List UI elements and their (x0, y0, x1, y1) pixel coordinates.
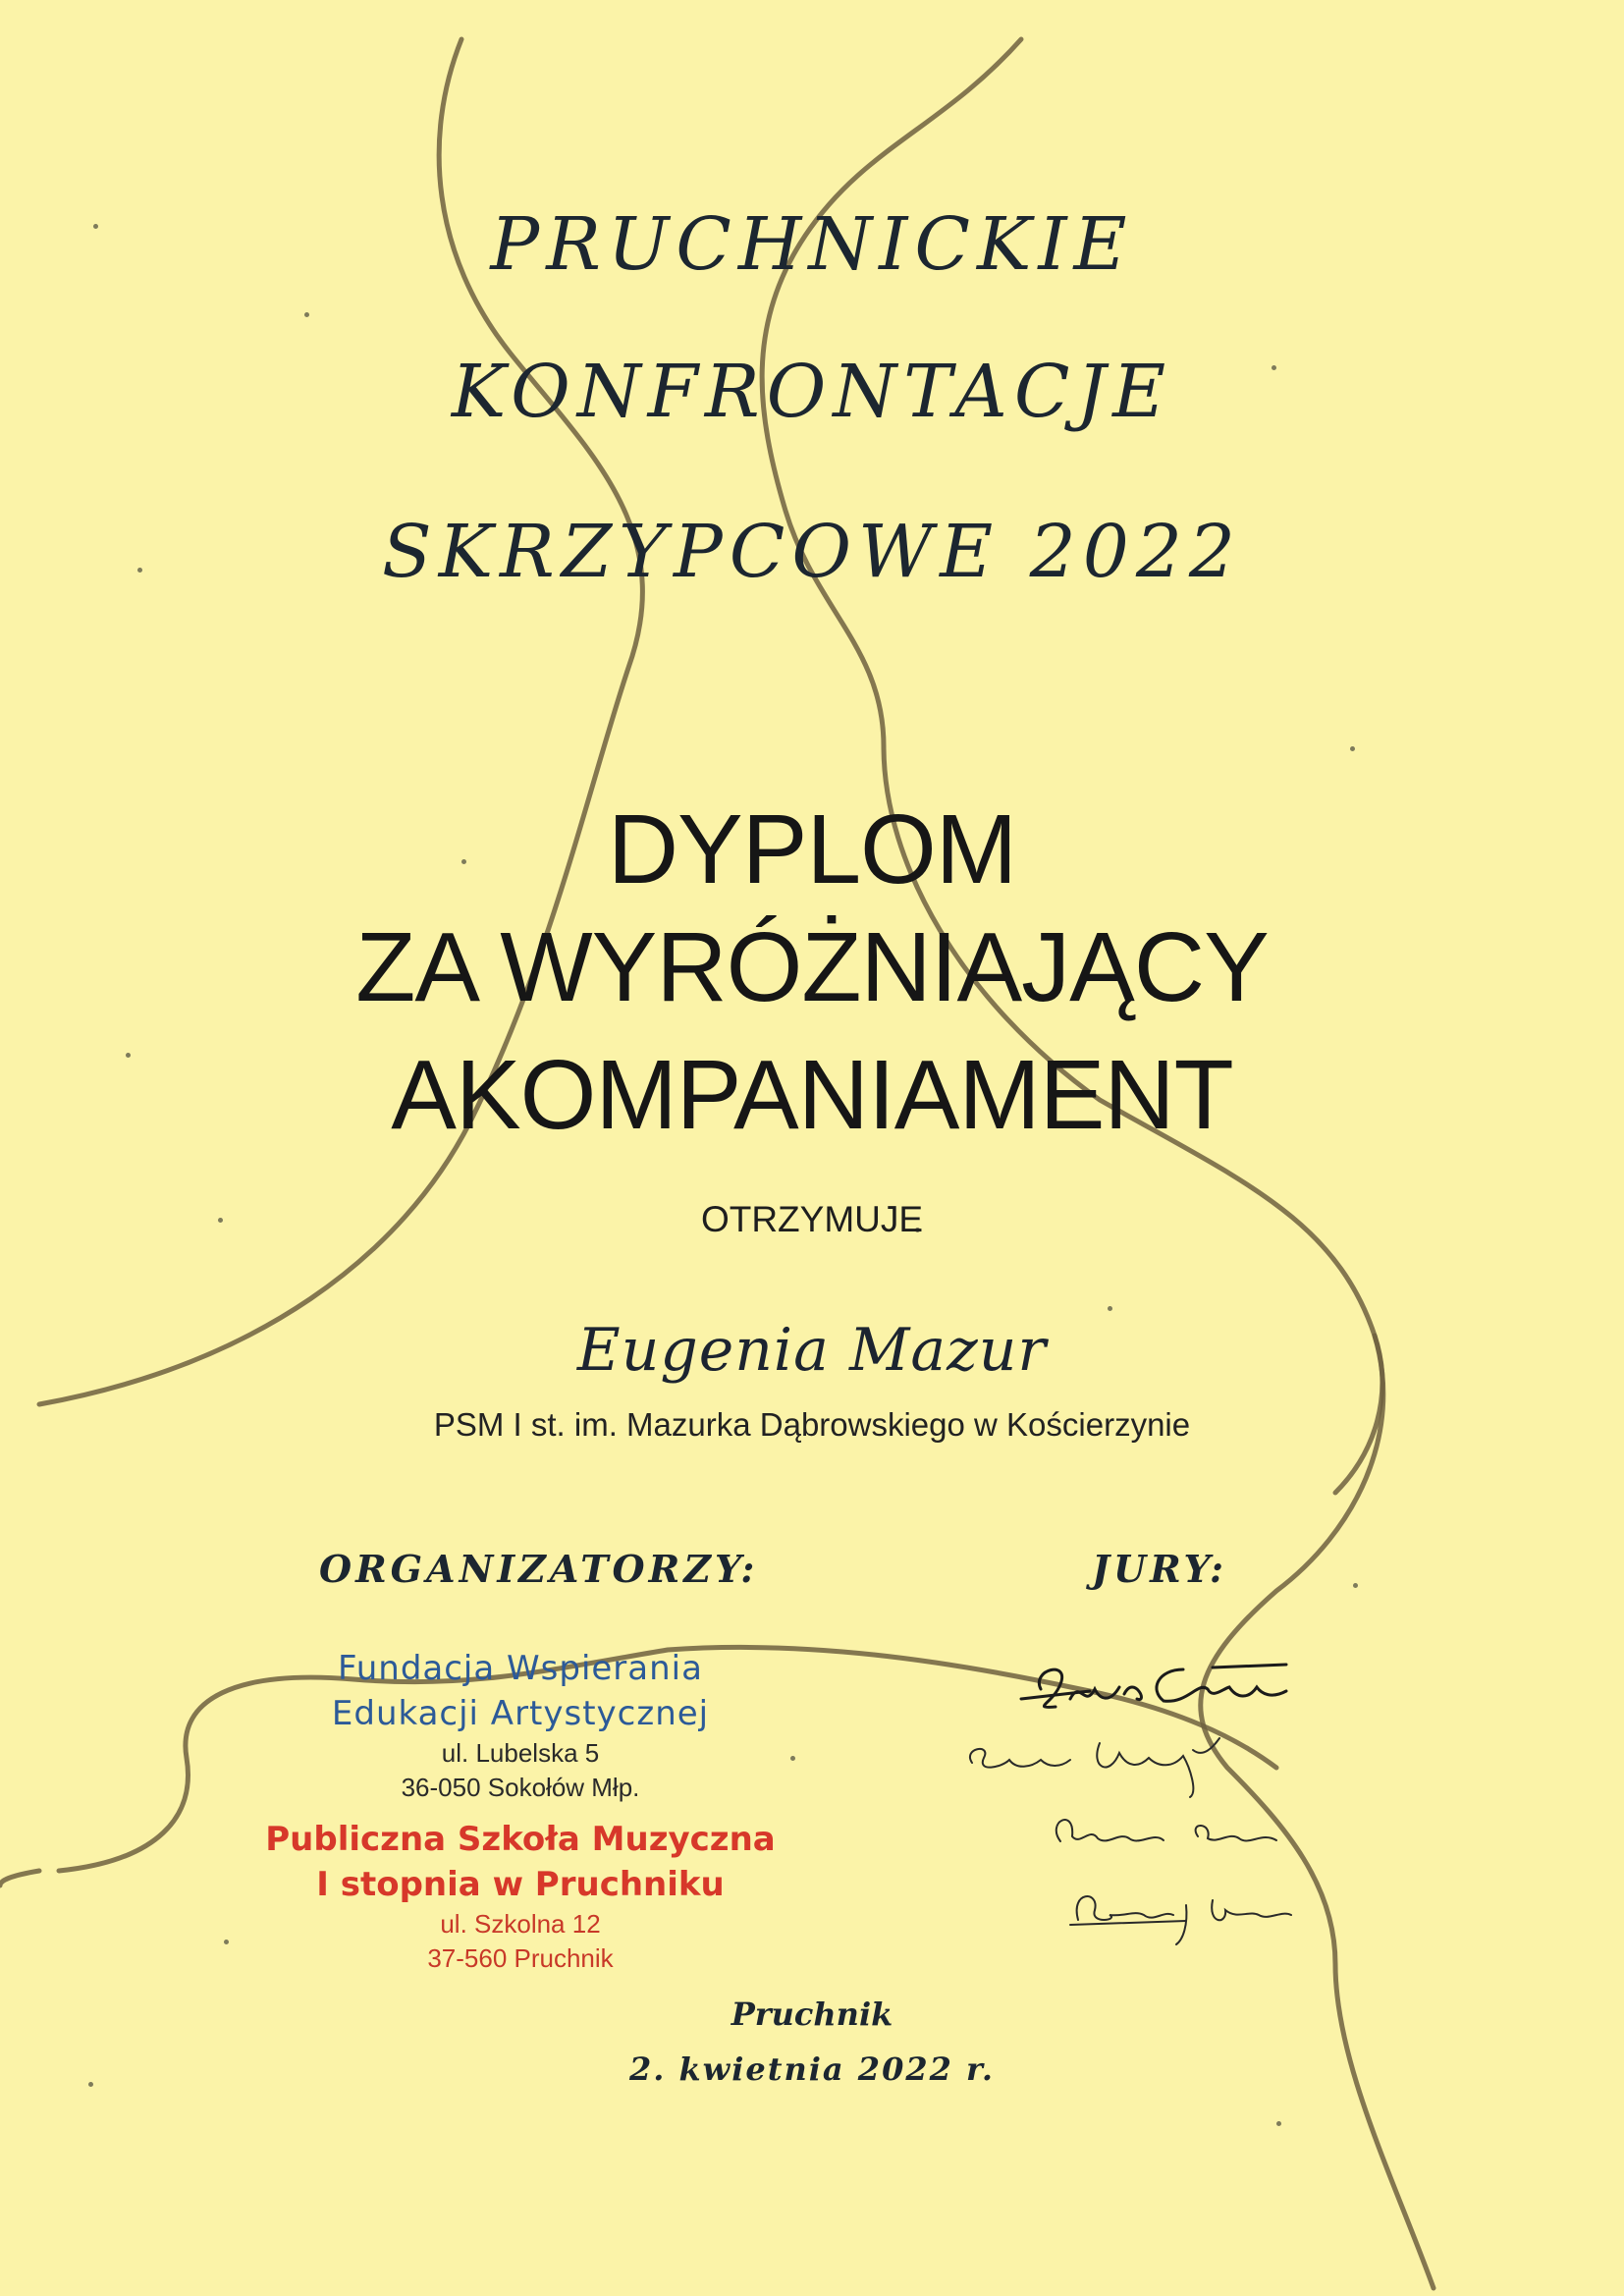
paper-speck (790, 1756, 795, 1761)
music-school-name-line-2: I stopnia w Pruchniku (316, 1865, 725, 1904)
jury-signatures (962, 1630, 1375, 1964)
festival-title-line-1: PRUCHNICKIE (490, 202, 1134, 287)
recipient-name: Eugenia Mazur (576, 1316, 1048, 1385)
paper-speck (224, 1940, 229, 1944)
paper-speck (1276, 2121, 1281, 2126)
music-school-address-line-2: 37-560 Pruchnik (427, 1943, 614, 1973)
organizers-heading: ORGANIZATORZY: (319, 1547, 759, 1591)
place: Pruchnik (731, 1995, 893, 2033)
foundation-name-line-2: Edukacji Artystycznej (331, 1694, 710, 1733)
diploma-title-line-3: AKOMPANIAMENT (391, 1040, 1233, 1150)
organizers-block (265, 1646, 776, 1976)
paper-speck (1353, 1583, 1358, 1588)
music-school-address-line-1: ul. Szkolna 12 (440, 1909, 601, 1939)
date: 2. kwietnia 2022 r. (628, 2050, 996, 2088)
receives-label: OTRZYMUJE (700, 1199, 924, 1239)
foundation-address-line-1: ul. Lubelska 5 (441, 1738, 600, 1768)
diploma-title-line-1: DYPLOM (607, 794, 1017, 904)
paper-speck (1350, 746, 1355, 751)
paper-speck (1108, 1306, 1112, 1311)
foundation-name-line-1: Fundacja Wspierania (338, 1649, 703, 1688)
recipient-school: PSM I st. im. Mazurka Dąbrowskiego w Kościerzynie (433, 1406, 1191, 1443)
festival-title-line-2: KONFRONTACJE (451, 350, 1173, 434)
diploma-title-line-2: ZA WYRÓŻNIAJĄCY (355, 912, 1269, 1022)
signature-zapula (970, 1738, 1219, 1797)
jury-heading: JURY: (1092, 1547, 1227, 1591)
foundation-address-line-2: 36-050 Sokołów Młp. (401, 1773, 640, 1802)
paper-speck (304, 312, 309, 317)
signature-bartlomiej-pekalski (1070, 1896, 1291, 1944)
signature-ewa-iwan (1021, 1665, 1286, 1707)
music-school-name-line-1: Publiczna Szkoła Muzyczna (265, 1820, 776, 1859)
festival-title-line-3: SKRZYPCOWE 2022 (382, 510, 1242, 594)
signature-adrianna-sowa (1056, 1820, 1276, 1841)
